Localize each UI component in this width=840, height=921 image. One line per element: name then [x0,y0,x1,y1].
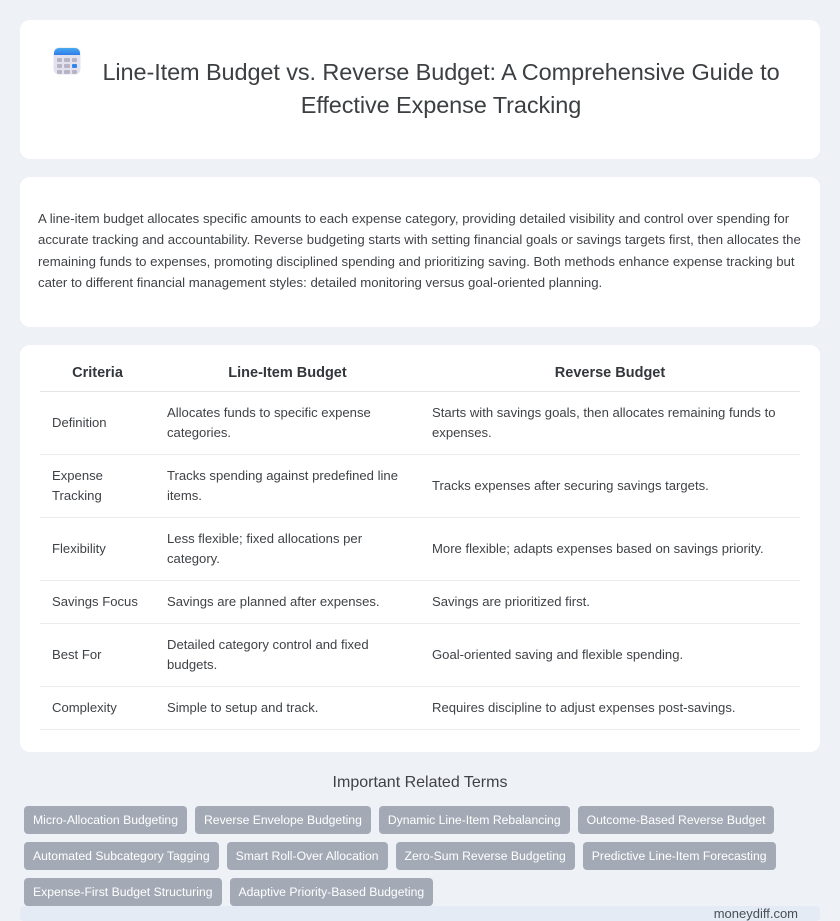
footer-bar [20,906,820,921]
term-chip[interactable]: Smart Roll-Over Allocation [227,842,388,870]
column-header-reverse-budget: Reverse Budget [420,365,800,392]
cell-reverse: Starts with savings goals, then allocates remaining funds to expenses. [420,391,800,454]
related-terms-list [24,806,816,906]
cell-reverse: Savings are prioritized first. [420,580,800,623]
table-row [40,391,800,454]
cell-criteria: Complexity [40,686,155,729]
cell-reverse: More flexible; adapts expenses based on savings priority. [420,517,800,580]
table-header-row [40,365,800,392]
term-chip[interactable]: Reverse Envelope Budgeting [195,806,371,834]
header-card [20,20,820,159]
cell-criteria: Expense Tracking [40,454,155,517]
page-title: Line-Item Budget vs. Reverse Budget: A Comprehensive Guide to Effective Expense Tracking [102,58,780,118]
comparison-table-card [20,345,820,752]
term-chip[interactable]: Dynamic Line-Item Rebalancing [379,806,570,834]
cell-line-item: Simple to setup and track. [155,686,420,729]
term-chip[interactable]: Zero-Sum Reverse Budgeting [396,842,575,870]
cell-reverse: Tracks expenses after securing savings targets. [420,454,800,517]
table-row [40,623,800,686]
term-chip[interactable]: Automated Subcategory Tagging [24,842,219,870]
table-row [40,580,800,623]
term-chip[interactable]: Outcome-Based Reverse Budget [578,806,775,834]
table-row [40,517,800,580]
term-chip[interactable]: Expense-First Budget Structuring [24,878,222,906]
table-row [40,454,800,517]
term-chip[interactable]: Predictive Line-Item Forecasting [583,842,776,870]
cell-line-item: Allocates funds to specific expense categories. [155,391,420,454]
term-chip[interactable]: Micro-Allocation Budgeting [24,806,187,834]
cell-criteria: Flexibility [40,517,155,580]
cell-criteria: Definition [40,391,155,454]
column-header-criteria: Criteria [40,365,155,392]
table-row [40,686,800,729]
cell-line-item: Detailed category control and fixed budgets. [155,623,420,686]
cell-reverse: Requires discipline to adjust expenses post-savings. [420,686,800,729]
cell-criteria: Best For [40,623,155,686]
cell-line-item: Less flexible; fixed allocations per category. [155,517,420,580]
cell-line-item: Tracks spending against predefined line items. [155,454,420,517]
cell-line-item: Savings are planned after expenses. [155,580,420,623]
cell-criteria: Savings Focus [40,580,155,623]
summary-card [20,177,820,326]
related-terms-title: Important Related Terms [332,773,508,791]
summary-text: A line-item budget allocates specific amounts to each expense category, providing detailed visibility and control over spending for accurate tracking and accountability. Reverse budgeting starts with setting financial goals or savings targets first, then allocates the remaining funds to expenses, promoting disciplined spending and prioritizing saving. Both methods enhance expense tracking but cater to different financial management styles: detailed monitoring versus goal-oriented planning. [38,210,801,291]
cell-reverse: Goal-oriented saving and flexible spending. [420,623,800,686]
comparison-table [40,365,800,730]
site-name: moneydiff.com [713,905,798,921]
column-header-line-item-budget: Line-Item Budget [155,365,420,392]
calendar-icon [54,48,82,76]
term-chip[interactable]: Adaptive Priority-Based Budgeting [230,878,434,906]
